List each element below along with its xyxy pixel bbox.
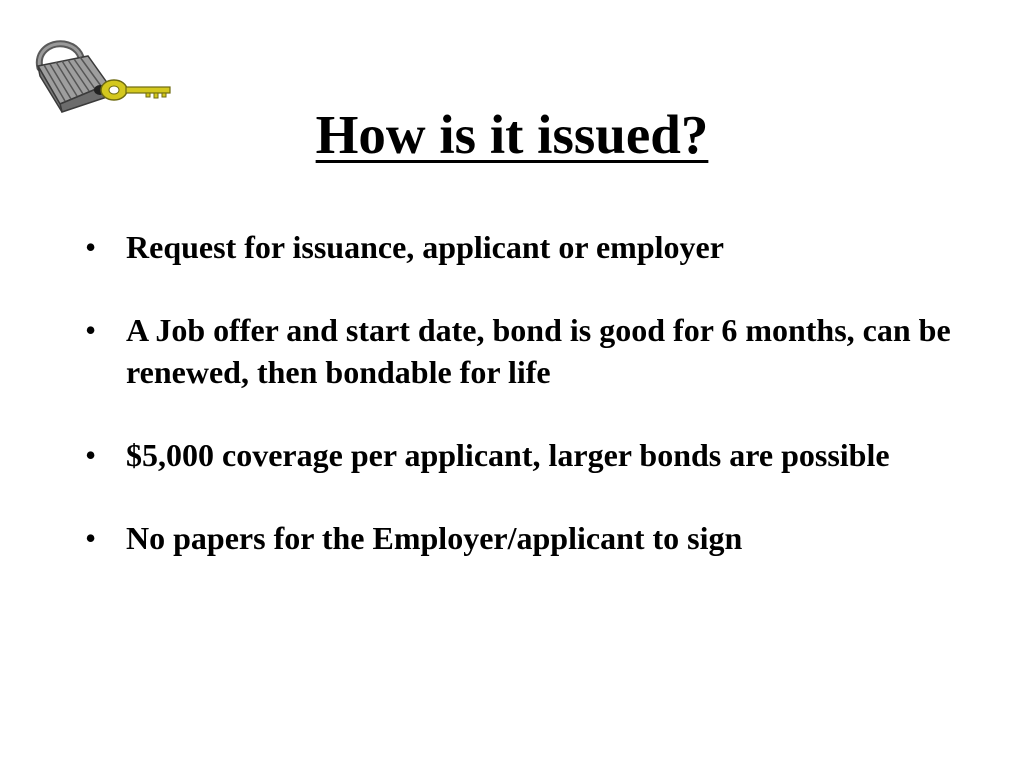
bullet-item	[85, 517, 955, 559]
bullet-marker: •	[85, 229, 97, 265]
bullet-item	[85, 226, 955, 268]
bullet-item	[85, 309, 955, 393]
bullet-marker: •	[85, 437, 97, 473]
slide-title	[0, 103, 1024, 167]
bullet-list	[85, 226, 955, 600]
padlock-with-key-icon	[30, 38, 175, 113]
bullet-marker: •	[85, 520, 97, 556]
slide-title-text: How is it issued?	[315, 104, 709, 165]
bullet-text: A Job offer and start date, bond is good for 6 months, can be renewed, then bondable for life	[126, 312, 951, 390]
bullet-text: No papers for the Employer/applicant to sign	[126, 520, 743, 556]
bullet-marker: •	[85, 312, 97, 348]
bullet-text: Request for issuance, applicant or employer	[126, 229, 724, 265]
bullet-text: $5,000 coverage per applicant, larger bonds are possible	[126, 437, 890, 473]
bullet-item	[85, 434, 955, 476]
